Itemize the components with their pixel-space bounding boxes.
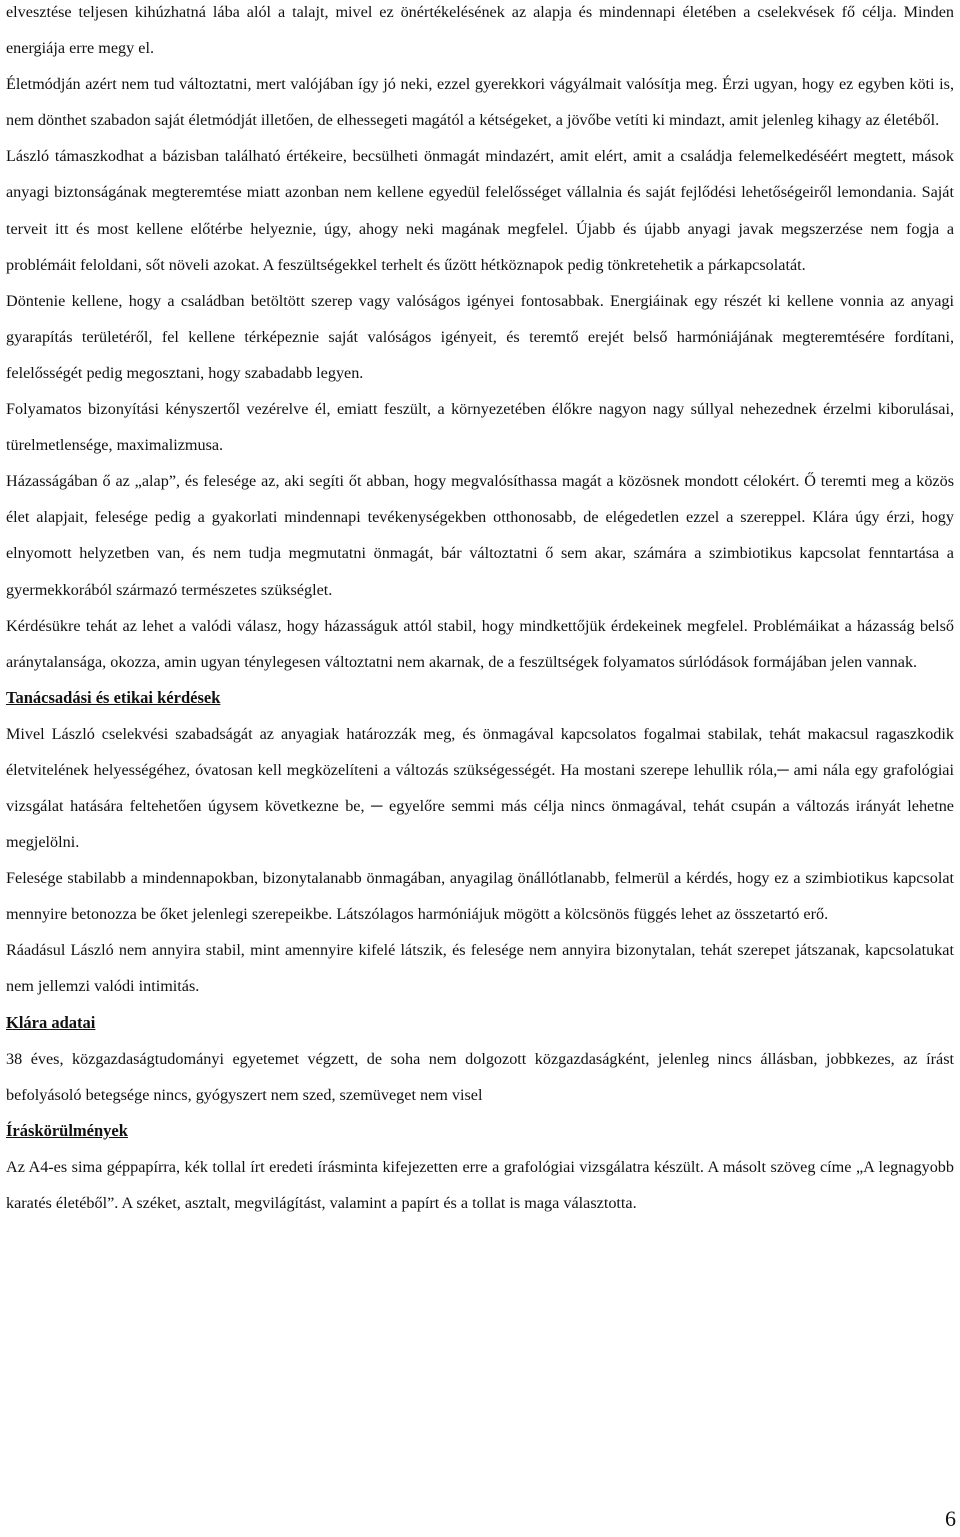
paragraph: elvesztése teljesen kihúzhatná lába alól a talajt, mivel ez önértékelésének az alapja és mindennapi életében a cselekvések fő célja. Minden energiája erre megy el.: [6, 3, 954, 58]
paragraph: 38 éves, közgazdaságtudományi egyetemet végzett, de soha nem dolgozott közgazdaságként, jelenleg nincs állásban, jobbkezes, az írást befolyásoló betegsége nincs, gyógyszert nem szed, szemüveget nem visel: [6, 1049, 954, 1104]
paragraph: Döntenie kellene, hogy a családban betöltött szerep vagy valóságos igényei fontosabbak. Energiáinak egy részét ki kellene vonnia az anyagi gyarapítás területéről, fel kellene térképeznie saját valóságos igényeit, és teremtő erejét belső harmóniájának megteremtésére fordítani, felelősségét pedig megosztani, hogy szabadabb legyen.: [6, 291, 954, 382]
paragraph: Folyamatos bizonyítási kényszertől vezérelve él, emiatt feszült, a környezetében élőkre nagyon nagy súllyal nehezednek érzelmi kiborulásai, türelmetlensége, maximalizmusa.: [6, 400, 954, 455]
page-number: 6: [945, 1506, 956, 1531]
paragraph: László támaszkodhat a bázisban található értékeire, becsülheti önmagát mindazért, amit elért, amit a családja felemelkedéséért megtett, mások anyagi biztonságának megteremtése miatt azonban nem kellene egyedül felelősséget vállalnia és saját fejlődési lehetőségeiről lemondania. Saját terveit itt és most kellene előtérbe helyeznie, úgy, ahogy neki magának megfelel. Újabb és újabb anyagi javak megszerzése nem fogja a problémáit feloldani, sőt növeli azokat. A feszültségekkel terhelt és űzött hétköznapok pedig tönkretehetik a párkapcsolatát.: [6, 147, 954, 274]
section-heading: Klára adatai: [6, 1012, 96, 1032]
section-heading: Tanácsadási és etikai kérdések: [6, 687, 221, 707]
paragraph: Kérdésükre tehát az lehet a valódi válasz, hogy házasságuk attól stabil, hogy mindkettőjük érdekeinek megfelel. Problémáikat a házasság belső aránytalansága, okozza, amin ugyan ténylegesen változtatni nem akarnak, de a feszültségek folyamatos súrlódások formájában jelen vannak.: [6, 616, 954, 671]
paragraph: Ráadásul László nem annyira stabil, mint amennyire kifelé látszik, és felesége nem annyira bizonytalan, tehát szerepet játszanak, kapcsolatukat nem jellemzi valódi intimitás.: [6, 941, 954, 996]
paragraph: Az A4-es sima géppapírra, kék tollal írt eredeti írásminta kifejezetten erre a grafológiai vizsgálatra készült. A másolt szöveg címe „A legnagyobb karatés életéből”. A széket, asztalt, megvilágítást, valamint a papírt és a tollat is maga választotta.: [6, 1157, 954, 1212]
document-page: [6, 0, 954, 1221]
paragraph: Életmódján azért nem tud változtatni, mert valójában így jó neki, ezzel gyerekkori vágyálmait valósítja meg. Érzi ugyan, hogy ez egyben köti is, nem dönthet szabadon saját életmódját illetően, de elhessegeti magától a kétségeket, a jövőbe vetíti ki mindazt, amit jelenleg kihagy az életéből.: [6, 75, 954, 130]
paragraph: Mivel László cselekvési szabadságát az anyagiak határozzák meg, és önmagával kapcsolatos fogalmai stabilak, tehát makacsul ragaszkodik életvitelének helyességéhez, óvatosan kell megközelíteni a változás szükségességét. Ha mostani szerepe lehullik róla,─ ami nála egy grafológiai vizsgálat hatására feltehetően úgysem következne be, ─ egyelőre semmi más célja nincs önmagával, tehát csupán a változás irányát lehetne megjelölni.: [6, 724, 954, 852]
section-heading: Íráskörülmények: [6, 1120, 128, 1140]
paragraph: Házasságában ő az „alap”, és felesége az, aki segíti őt abban, hogy megvalósíthassa magát a közösnek mondott célokért. Ő teremti meg a közös élet alapjait, felesége pedig a gyakorlati mindennapi tevékenységekben otthonosabb, de elégedetlen ezzel a szereppel. Klára úgy érzi, hogy elnyomott helyzetben van, és nem tudja megmutatni önmagát, bár változtatni ő sem akar, számára a szimbiotikus kapcsolat fenntartása a gyermekkorából származó természetes szükséglet.: [6, 472, 954, 599]
paragraph: Felesége stabilabb a mindennapokban, bizonytalanabb önmagában, anyagilag önállótlanabb, felmerül a kérdés, hogy ez a szimbiotikus kapcsolat mennyire betonozza be őket jelenlegi szerepeikbe. Látszólagos harmóniájuk mögött a kölcsönös függés lehet az összetartó erő.: [6, 869, 954, 924]
